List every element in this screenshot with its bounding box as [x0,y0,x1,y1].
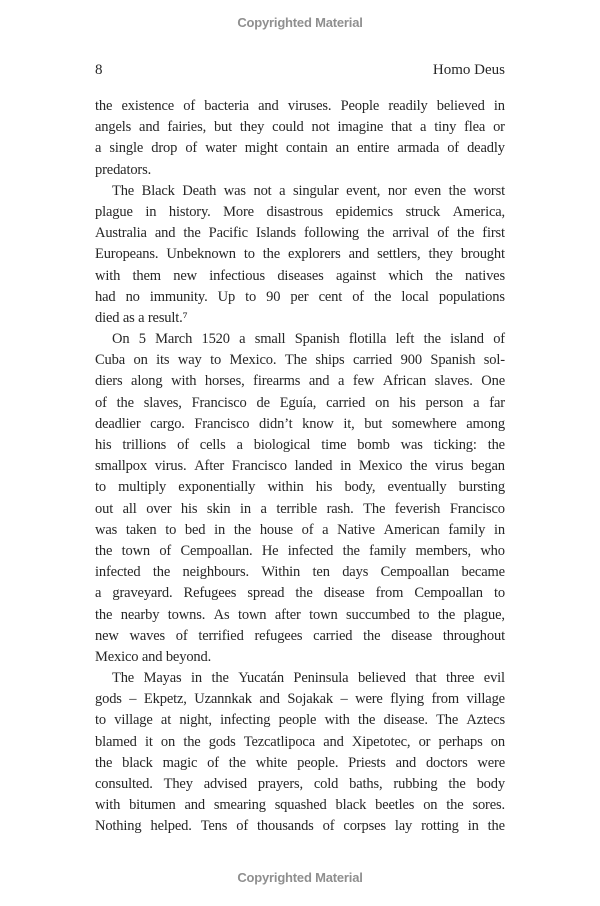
text-line: smallpox virus. After Francisco landed in Mexico the virus began [95,458,505,475]
paragraph [95,96,505,181]
paragraph [95,181,505,329]
text-line: was taken to bed in the house of a Native American family in [95,521,505,538]
text-line: plague in history. More disastrous epidemics struck America, [95,203,505,220]
text-line: the existence of bacteria and viruses. People readily believed in [95,98,505,114]
text-line: the town of Cempoallan. He infected the family members, who [95,542,505,559]
text-line: Nothing helped. Tens of thousands of corpses lay rotting in the [95,818,505,835]
copyright-notice-top: Copyrighted Material [237,15,363,30]
text-line: out all over his skin in a terrible rash. The feverish Francisco [95,500,505,517]
text-line: deadlier cargo. Francisco didn’t know it, but somewhere among [95,415,505,432]
text-line: infected the neighbours. Within ten days Cempoallan became [95,564,505,581]
page-header [95,62,505,79]
text-line: died as a result.⁷ [95,309,188,326]
text-line: consulted. They advised prayers, cold baths, rubbing the body [95,776,505,792]
running-title: Homo Deus [432,62,505,78]
text-line: of the slaves, Francisco de Eguía, carried on his person a far [95,394,505,411]
text-line: angels and fairies, but they could not imagine that a tiny flea or [95,119,505,136]
paragraph [95,668,505,838]
text-line: to multiply exponentially within his body, eventually bursting [95,479,505,496]
text-line: had no immunity. Up to 90 per cent of the local populations [95,288,505,305]
text-line: new waves of terrified refugees carried the disease throughout [95,627,505,644]
page-number: 8 [95,62,103,78]
text-line: gods – Ekpetz, Uzannkak and Sojakak – were flying from village [95,691,505,708]
text-line: Mexico and beyond. [95,648,212,665]
text-line: On 5 March 1520 a small Spanish flotilla left the island of [112,331,505,348]
text-line: a single drop of water might contain an entire armada of deadly [95,140,505,157]
copyright-notice-bottom: Copyrighted Material [237,870,363,885]
paragraph [95,329,505,668]
text-line: the black magic of the white people. Priests and doctors were [95,754,505,771]
text-line: a graveyard. Refugees spread the disease from Cempoallan to [95,585,505,602]
text-line: predators. [95,161,152,178]
text-line: The Mayas in the Yucatán Peninsula believed that three evil [112,670,505,687]
text-line: the nearby towns. As town after town succumbed to the plague, [95,606,505,623]
text-line: with them new infectious diseases against which the natives [95,267,505,284]
text-line: Australia and the Pacific Islands following the arrival of the first [95,225,505,242]
body-text [95,96,505,838]
text-line: diers along with horses, firearms and a few African slaves. One [95,373,505,390]
text-line: his trillions of cells a biological time bomb was ticking: the [95,437,505,453]
text-line: to village at night, infecting people with the disease. The Aztecs [95,712,505,729]
text-line: Europeans. Unbeknown to the explorers and settlers, they brought [95,246,505,263]
text-line: blamed it on the gods Tezcatlipoca and Xipetotec, or perhaps on [95,733,505,750]
text-line: Cuba on its way to Mexico. The ships carried 900 Spanish sol- [95,352,505,369]
text-line: with bitumen and smearing squashed black beetles on the sores. [95,797,505,814]
text-line: The Black Death was not a singular event, nor even the worst [112,182,505,199]
